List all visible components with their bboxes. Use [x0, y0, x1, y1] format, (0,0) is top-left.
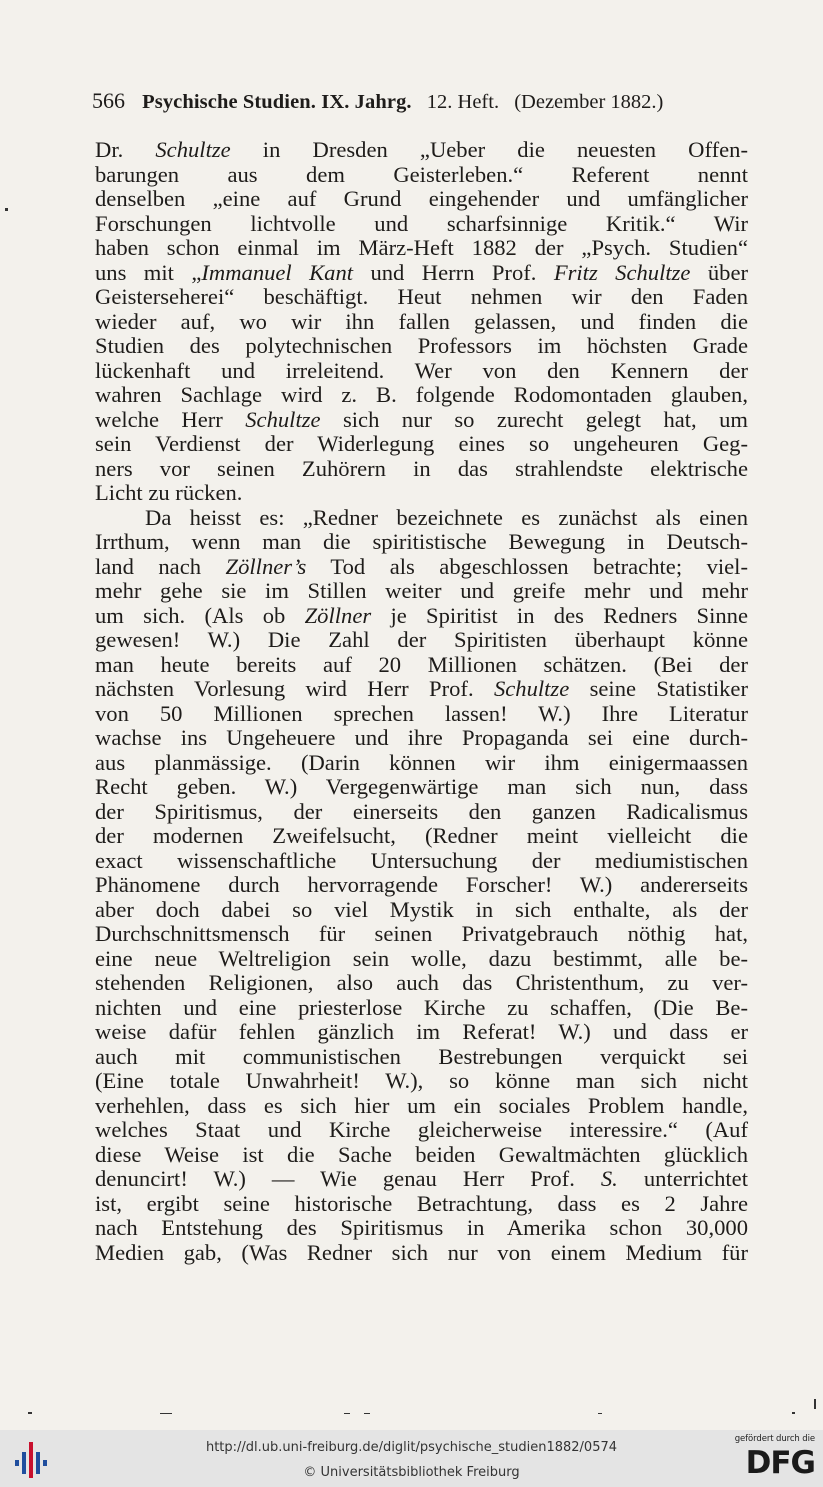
- text-line: [95, 653, 748, 678]
- text-run: eine neue Weltreligion sein wolle, dazu bestimmt, alle be-: [95, 945, 748, 971]
- text-run: welche Herr: [95, 406, 246, 432]
- text-run: Medien gab, (Was Redner sich nur von einem Medium für: [95, 1239, 748, 1265]
- text-run: lückenhaft und irreleitend. Wer von den Kennern der: [95, 357, 748, 383]
- text-run: aus planmässige. (Darin können wir ihm einigermaassen: [95, 749, 748, 775]
- text-run: nichten und eine priesterlose Kirche zu schaffen, (Die Be-: [95, 994, 748, 1020]
- text-run: unterrichtet: [617, 1166, 748, 1191]
- text-line: [95, 1020, 748, 1045]
- text-line: [95, 163, 748, 188]
- text-run: exact wissenschaftliche Untersuchung der mediumistischen: [95, 847, 748, 873]
- text-run: wahren Sachlage wird z. B. folgende Rodomontaden glauben,: [95, 382, 748, 407]
- text-run: Da heisst es: „Redner bezeichnete es zunächst als einen: [145, 504, 748, 530]
- text-run: Recht geben. W.) Vergegenwärtige man sich nun, dass: [95, 774, 748, 799]
- text-line: [95, 800, 748, 825]
- text-line: [95, 506, 748, 531]
- text-line: [95, 1045, 748, 1070]
- text-line: [95, 1094, 748, 1119]
- text-run: wachse ins Ungeheuere und ihre Propaganda sei eine durch-: [95, 725, 748, 750]
- text-line: [95, 702, 748, 727]
- source-url[interactable]: http://dl.ub.uni-freiburg.de/diglit/psychische_studien1882/0574: [205, 1440, 618, 1455]
- body-text: [95, 138, 748, 1265]
- dfg-logo: [725, 1434, 815, 1484]
- text-run: der modernen Zweifelsucht, (Redner meint vielleicht die: [95, 823, 748, 848]
- text-line: [95, 1143, 748, 1168]
- text-run: Irrthum, wenn man die spiritistische Bewegung in Deutsch-: [95, 529, 748, 554]
- text-run: uns mit „: [95, 259, 202, 285]
- running-title: Psychische Studien. IX. Jahrg.: [142, 91, 412, 113]
- scan-speck: [28, 1412, 32, 1414]
- text-run: diese Weise ist die Sache beiden Gewaltmächten glücklich: [95, 1141, 748, 1167]
- issue-number: 12. Heft.: [426, 91, 500, 113]
- scan-speck: [792, 1412, 795, 1414]
- text-run: je Spiritist in des Redners Sinne: [371, 602, 748, 628]
- scan-speck: [344, 1413, 350, 1414]
- text-line: [95, 334, 748, 359]
- text-run: und Herrn Prof.: [353, 259, 554, 285]
- text-line: [95, 579, 748, 604]
- text-line: [95, 1167, 748, 1192]
- text-run: denselben „eine auf Grund eingehender und umfänglicher: [95, 186, 748, 211]
- emphasized-text: Fritz Schultze: [553, 259, 691, 285]
- text-run: Licht zu rücken.: [95, 480, 243, 505]
- text-line: [95, 555, 748, 580]
- text-line: [95, 677, 748, 702]
- text-run: land nach: [95, 553, 226, 579]
- text-line: [95, 432, 748, 457]
- text-line: [95, 285, 748, 310]
- text-run: in Dresden „Ueber die neuesten Offen-: [230, 137, 748, 162]
- text-line: [95, 261, 748, 286]
- text-run: der Spiritismus, der einerseits den ganzen Radicalismus: [95, 798, 748, 824]
- text-run: man heute bereits auf 20 Millionen schätzen. (Bei der: [95, 651, 748, 677]
- text-run: welches Staat und Kirche gleicherweise interessire.“ (Auf: [95, 1117, 748, 1142]
- text-line: [95, 530, 748, 555]
- text-run: um sich. (Als ob: [95, 602, 305, 628]
- text-run: Forschungen lichtvolle und scharfsinnige Kritik.“ Wir: [95, 210, 748, 236]
- text-run: Studien des polytechnischen Professors im höchsten Grade: [95, 333, 748, 358]
- text-run: stehenden Religionen, also auch das Christenthum, zu ver-: [95, 970, 748, 995]
- text-run: (Eine totale Unwahrheit! W.), so könne man sich nicht: [95, 1068, 748, 1093]
- text-line: [95, 971, 748, 996]
- text-run: barungen aus dem Geisterleben.“ Referent nennt: [95, 161, 748, 187]
- text-run: wieder auf, wo wir ihn fallen gelassen, und finden die: [95, 308, 748, 334]
- text-line: [95, 947, 748, 972]
- text-run: ist, ergibt seine historische Betrachtung, dass es 2 Jahre: [95, 1190, 748, 1216]
- issue-date: (Dezember 1882.): [514, 91, 664, 113]
- text-line: [95, 873, 748, 898]
- text-run: Geisterseherei“ beschäftigt. Heut nehmen wir den Faden: [95, 284, 748, 309]
- text-run: verhehlen, dass es sich hier um ein sociales Problem handle,: [95, 1092, 748, 1118]
- emphasized-text: Zöllner: [304, 602, 372, 628]
- text-run: sein Verdienst der Widerlegung eines so ungeheuren Geg-: [95, 431, 748, 456]
- text-line: [95, 138, 748, 163]
- text-line: [95, 1241, 748, 1266]
- text-run: nach Entstehung des Spiritismus in Amerika schon 30,000: [95, 1215, 748, 1240]
- text-run: von 50 Millionen sprechen lassen! W.) Ihre Literatur: [95, 700, 748, 726]
- text-run: auch mit communistischen Bestrebungen verquickt sei: [95, 1043, 748, 1069]
- text-line: [95, 1069, 748, 1094]
- page-number: 566: [92, 88, 125, 113]
- text-line: [95, 628, 748, 653]
- emphasized-text: Immanuel Kant: [201, 259, 354, 285]
- text-line: [95, 310, 748, 335]
- text-run: Durchschnittsmensch für seinen Privatgebrauch nöthig hat,: [95, 921, 748, 946]
- text-line: [95, 726, 748, 751]
- text-line: [95, 751, 748, 776]
- text-line: [95, 408, 748, 433]
- text-run: Phänomene durch hervorragende Forscher! W.) andererseits: [95, 872, 748, 897]
- text-line: [95, 1192, 748, 1217]
- text-run: nächsten Vorlesung wird Herr Prof.: [95, 676, 494, 701]
- text-line: [95, 775, 748, 800]
- text-run: aber doch dabei so viel Mystik in sich enthalte, als der: [95, 896, 748, 922]
- text-line: [95, 922, 748, 947]
- scan-speck: [598, 1413, 602, 1414]
- text-line: [95, 481, 748, 506]
- text-line: [95, 236, 748, 261]
- text-run: weise dafür fehlen gänzlich im Referat! W.) und dass er: [95, 1019, 748, 1044]
- dfg-wordmark: DFG: [745, 1445, 815, 1481]
- text-run: ners vor seinen Zuhörern in das strahlendste elektrische: [95, 455, 748, 481]
- text-run: gewesen! W.) Die Zahl der Spiritisten überhaupt könne: [95, 627, 748, 652]
- text-run: Tod als abgeschlossen betrachte; viel-: [306, 553, 748, 579]
- text-run: über: [690, 259, 749, 285]
- text-run: mehr gehe sie im Stillen weiter und greife mehr und mehr: [95, 578, 748, 603]
- text-line: [95, 383, 748, 408]
- text-run: sich nur so zurecht gelegt hat, um: [320, 406, 748, 432]
- emphasized-text: S.: [600, 1166, 618, 1191]
- text-run: denuncirt! W.) — Wie genau Herr Prof.: [95, 1166, 601, 1191]
- copyright-notice: © Universitätsbibliothek Freiburg: [303, 1465, 520, 1480]
- text-line: [95, 604, 748, 629]
- running-header: [92, 88, 732, 116]
- scan-speck: [160, 1413, 172, 1414]
- scan-speck: [364, 1413, 370, 1414]
- text-line: [95, 849, 748, 874]
- emphasized-text: Schultze: [245, 406, 321, 432]
- text-line: [95, 996, 748, 1021]
- text-line: [95, 359, 748, 384]
- library-footer: [0, 1430, 823, 1487]
- text-line: [95, 1118, 748, 1143]
- text-line: [95, 824, 748, 849]
- text-line: [95, 457, 748, 482]
- emphasized-text: Schultze: [493, 676, 570, 701]
- dfg-caption: gefördert durch die: [734, 1434, 815, 1444]
- text-line: [95, 1216, 748, 1241]
- text-line: [95, 187, 748, 212]
- text-run: seine Statistiker: [569, 676, 748, 701]
- text-run: haben schon einmal im März-Heft 1882 der „Psych. Studien“: [95, 235, 748, 260]
- scan-speck: [5, 208, 8, 211]
- emphasized-text: Schultze: [155, 137, 231, 162]
- text-line: [95, 212, 748, 237]
- text-line: [95, 898, 748, 923]
- emphasized-text: Zöllner’s: [225, 553, 307, 579]
- scan-speck: [814, 1399, 816, 1409]
- text-run: Dr.: [95, 137, 156, 162]
